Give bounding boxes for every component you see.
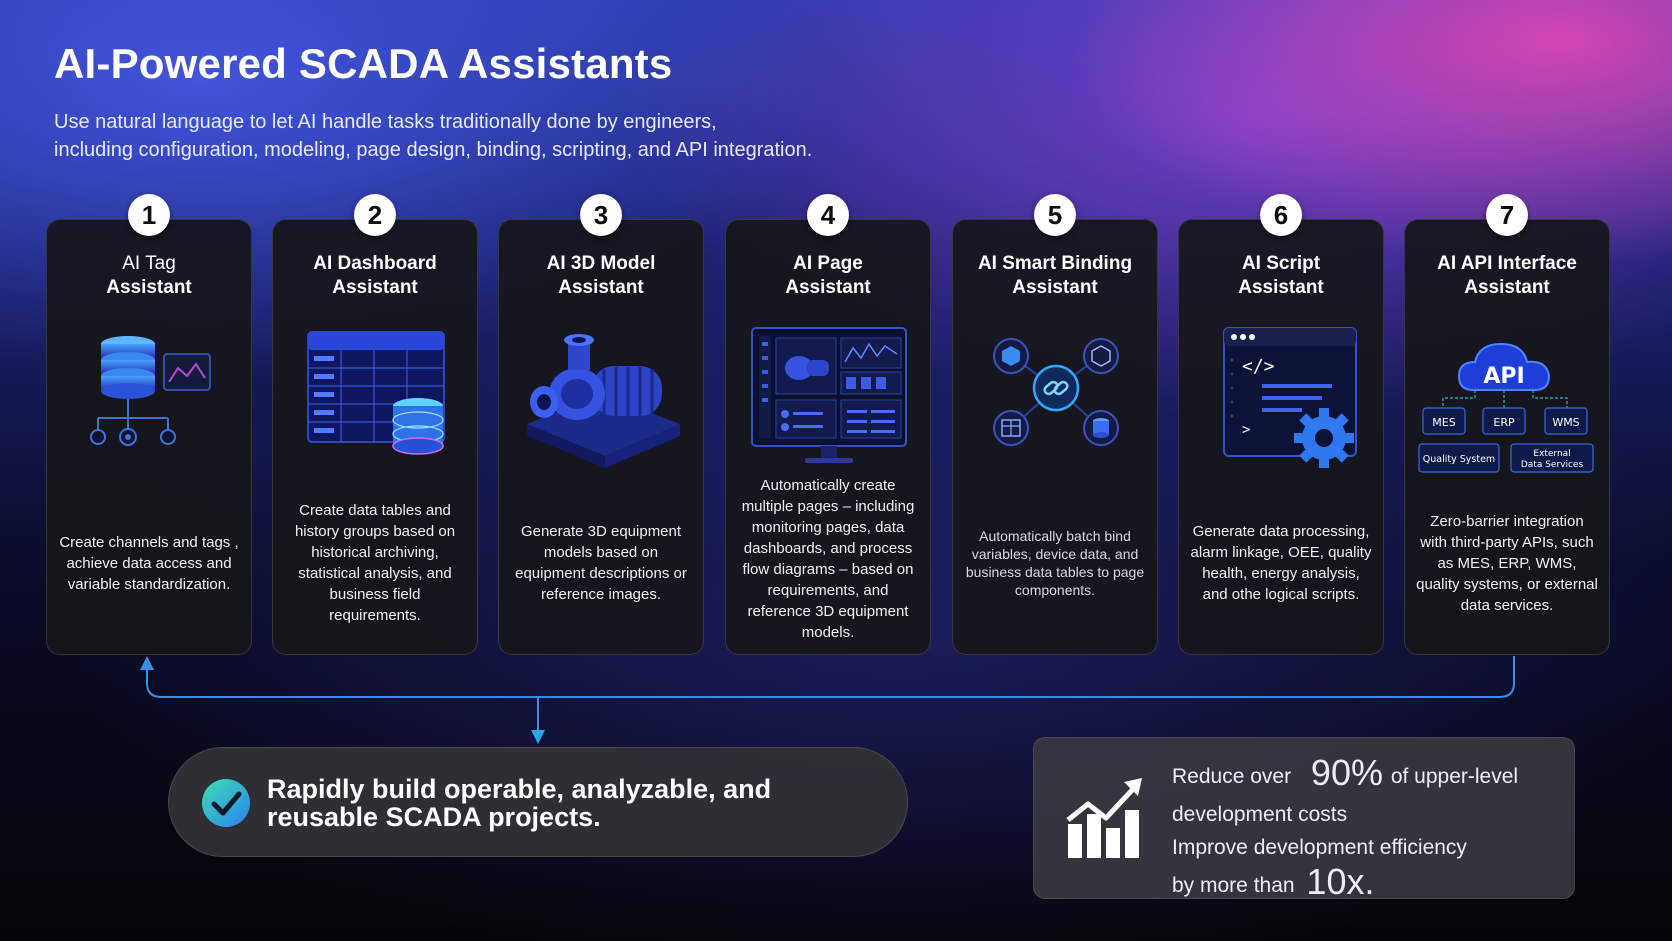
card-title: AI Page Assistant	[785, 253, 871, 298]
cost-reduction-value: 90%	[1310, 752, 1383, 793]
card-ai-smart-binding-assistant	[952, 200, 1158, 655]
monitor-page-icon	[749, 324, 909, 474]
page-title: AI-Powered SCADA Assistants	[54, 40, 673, 87]
stats-box	[1033, 737, 1575, 902]
card-ai-page-assistant	[725, 200, 931, 655]
result-text: Rapidly build operable, analyzable, and reusable SCADA projects.	[267, 774, 772, 832]
page-subtitle	[54, 108, 954, 164]
card-description: Create data tables and history groups based on historical archiving, statistical analysis, and business field requirements.	[294, 502, 456, 624]
card-ai-tag-assistant	[46, 200, 252, 655]
api-node-data-services: Data Services	[1520, 460, 1584, 470]
card-ai-script-assistant	[1178, 200, 1384, 655]
subtitle-line-1: Use natural language to let AI handle tasks traditionally done by engineers,	[54, 111, 717, 133]
api-node-quality-system: Quality System	[1422, 454, 1496, 465]
svg-text:</>: </>	[1242, 356, 1275, 377]
card-title: AI Script Assistant	[1238, 253, 1324, 298]
svg-text:>: >	[1242, 422, 1251, 438]
dashboard-table-icon	[296, 324, 456, 474]
pump-3d-model-icon	[522, 324, 682, 474]
api-label: API	[1483, 364, 1525, 389]
api-cloud-icon	[1415, 324, 1601, 474]
card-title: AI 3D Model Assistant	[546, 253, 656, 298]
card-ai-3d-model-assistant	[498, 200, 704, 655]
card-ai-dashboard-assistant	[272, 200, 478, 655]
card-description: Create channels and tags , achieve data access and variable standardization.	[59, 533, 239, 593]
subtitle-line-2: including configuration, modeling, page design, binding, scripting, and API integration.	[54, 139, 813, 161]
stats-text: Reduce over 90% of upper-level development costs Improve development efficiency by more than 10x.	[1172, 752, 1519, 902]
step-number-badge: 4	[807, 194, 849, 236]
card-description: Automatically batch bind variables, device data, and business data tables to page components.	[965, 528, 1145, 598]
card-description: Generate 3D equipment models based on equipment descriptions or reference images.	[515, 523, 687, 603]
card-title: AI Smart Binding Assistant	[977, 253, 1133, 298]
card-title: AI Dashboard Assistant	[313, 253, 437, 298]
api-node-wms: WMS	[1552, 416, 1580, 429]
step-number-badge: 6	[1260, 194, 1302, 236]
binding-network-icon	[976, 324, 1136, 474]
step-number-badge: 1	[128, 194, 170, 236]
check-circle-icon	[201, 778, 251, 828]
api-node-mes: MES	[1432, 416, 1456, 429]
step-number-badge: 7	[1486, 194, 1528, 236]
step-number-badge: 3	[580, 194, 622, 236]
result-banner	[168, 747, 908, 857]
card-title: AI API Interface Assistant	[1437, 253, 1577, 298]
efficiency-value: 10x.	[1306, 861, 1375, 902]
api-node-erp: ERP	[1493, 416, 1515, 429]
growth-chart-icon	[1064, 774, 1148, 860]
step-number-badge: 2	[354, 194, 396, 236]
database-tag-icon	[70, 324, 230, 474]
card-description: Automatically create multiple pages – including monitoring pages, data dashboards, and process flow diagrams – based on requirements, and reference 3D equipment models.	[741, 477, 915, 641]
api-node-external: External	[1533, 449, 1571, 459]
card-description: Zero-barrier integration with third-party APIs, such as MES, ERP, WMS, quality systems, or external data services.	[1416, 512, 1598, 614]
step-number-badge: 5	[1034, 194, 1076, 236]
card-title: AI Tag Assistant	[106, 253, 192, 298]
card-ai-api-interface-assistant	[1404, 200, 1610, 655]
card-description: Generate data processing, alarm linkage, OEE, quality health, energy analysis, and othe logical scripts.	[1190, 523, 1372, 603]
code-gear-icon	[1202, 324, 1362, 474]
